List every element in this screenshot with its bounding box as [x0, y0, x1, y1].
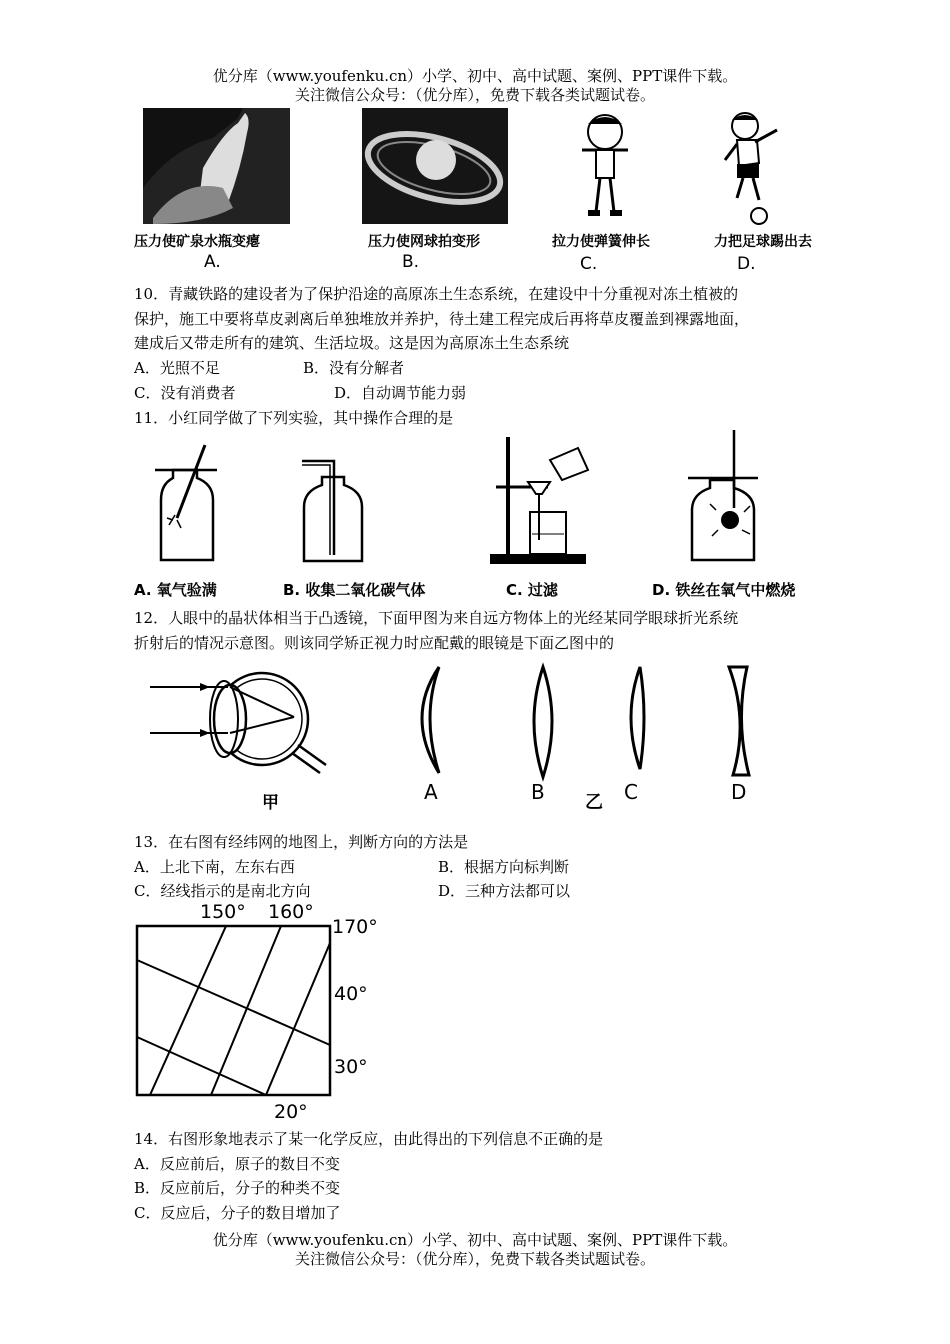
co2-collect-bottle: [300, 455, 380, 565]
lens-d: [725, 665, 770, 780]
q10-stem-1: 10．青藏铁路的建设者为了保护沿途的高原冻土生态系统，在建设中十分重视对冻土植被的: [134, 285, 739, 303]
bottle-photo-drawing: [143, 108, 290, 224]
lens-a: [405, 665, 455, 775]
map-label-160: 160°: [268, 901, 314, 923]
bottle-photo: [143, 108, 290, 224]
label-yi: 乙: [585, 792, 603, 813]
q9-letter-a: A.: [204, 252, 221, 272]
racket-photo: [362, 108, 508, 224]
q10-option-a: A．光照不足: [134, 359, 220, 377]
q14-option-a: A．反应前后，原子的数目不变: [134, 1155, 340, 1173]
q12-stem-1: 12．人眼中的晶状体相当于凸透镜，下面甲图为来自远方物体上的光经某同学眼球折光系统: [134, 609, 739, 627]
map-label-20: 20°: [274, 1101, 308, 1123]
q13-option-b: B．根据方向标判断: [438, 858, 570, 876]
q10-option-b: B．没有分解者: [303, 359, 405, 377]
q9-letter-c: C.: [580, 254, 598, 274]
filtration-apparatus: [488, 432, 598, 567]
lens-label-d: D: [731, 780, 747, 804]
racket-photo-drawing: [362, 108, 508, 224]
q9-letter-d: D.: [737, 254, 756, 274]
map-label-170: 170°: [332, 916, 378, 938]
iron-burning-bottle: [688, 430, 768, 565]
q11-stem: 11．小红同学做了下列实验，其中操作合理的是: [134, 409, 454, 427]
map-label-40: 40°: [334, 983, 368, 1005]
map-label-30: 30°: [334, 1056, 368, 1078]
lens-label-b: B: [531, 780, 545, 804]
lens-c: [618, 665, 658, 775]
lens-label-a: A: [424, 780, 438, 804]
oxygen-check-bottle: [155, 440, 235, 565]
q10-stem-3: 建成后又带走所有的建筑、生活垃圾。这是因为高原冻土生态系统: [134, 334, 570, 352]
footer-line-2: 关注微信公众号：（优分库），免费下载各类试题试卷。: [294, 1250, 655, 1268]
q11-caption-c: C. 过滤: [506, 581, 558, 599]
eye-diagram: [150, 665, 350, 785]
q10-stem-2: 保护，施工中要将草皮剥离后单独堆放并养护，待土建工程完成后再将草皮覆盖到裸露地面，: [134, 310, 750, 328]
q14-option-c: C．反应后，分子的数目增加了: [134, 1204, 341, 1222]
q11-caption-a: A. 氧气验满: [134, 581, 217, 599]
q9-caption-d: 力把足球踢出去: [714, 234, 812, 250]
q14-option-b: B．反应前后，分子的种类不变: [134, 1179, 341, 1197]
q10-option-d: D．自动调节能力弱: [334, 384, 467, 402]
q14-stem: 14．右图形象地表示了某一化学反应，由此得出的下列信息不正确的是: [134, 1130, 604, 1148]
q9-caption-a: 压力使矿泉水瓶变瘪: [134, 234, 260, 250]
lens-label-c: C: [624, 780, 638, 804]
header-line-2: 关注微信公众号：（优分库），免费下载各类试题试卷。: [294, 86, 655, 104]
q13-option-a: A．上北下南，左东右西: [134, 858, 295, 876]
q13-stem: 13．在右图有经纬网的地图上，判断方向的方法是: [134, 833, 469, 851]
map-label-150: 150°: [200, 901, 246, 923]
q13-option-c: C．经线指示的是南北方向: [134, 882, 311, 900]
q9-caption-b: 压力使网球拍变形: [368, 234, 480, 250]
q11-caption-b: B. 收集二氧化碳气体: [283, 581, 426, 599]
q9-letter-b: B.: [402, 252, 420, 272]
q12-stem-2: 折射后的情况示意图。则该同学矫正视力时应配戴的眼镜是下面乙图中的: [134, 634, 615, 652]
header-line-1: 优分库（www.youfenku.cn）小学、初中、高中试题、案例、PPT课件下载。: [212, 67, 738, 85]
lens-b: [523, 665, 563, 780]
q10-option-c: C．没有消费者: [134, 384, 236, 402]
footer-line-1: 优分库（www.youfenku.cn）小学、初中、高中试题、案例、PPT课件下载。: [212, 1231, 738, 1249]
graticule-map: [136, 925, 332, 1097]
label-jia: 甲: [262, 793, 279, 813]
q11-caption-d: D. 铁丝在氧气中燃烧: [652, 581, 796, 599]
soccer-boy-figure: [715, 108, 785, 226]
q9-caption-c: 拉力使弹簧伸长: [552, 234, 650, 250]
spring-boy-figure: [570, 110, 640, 222]
q13-option-d: D．三种方法都可以: [438, 882, 571, 900]
